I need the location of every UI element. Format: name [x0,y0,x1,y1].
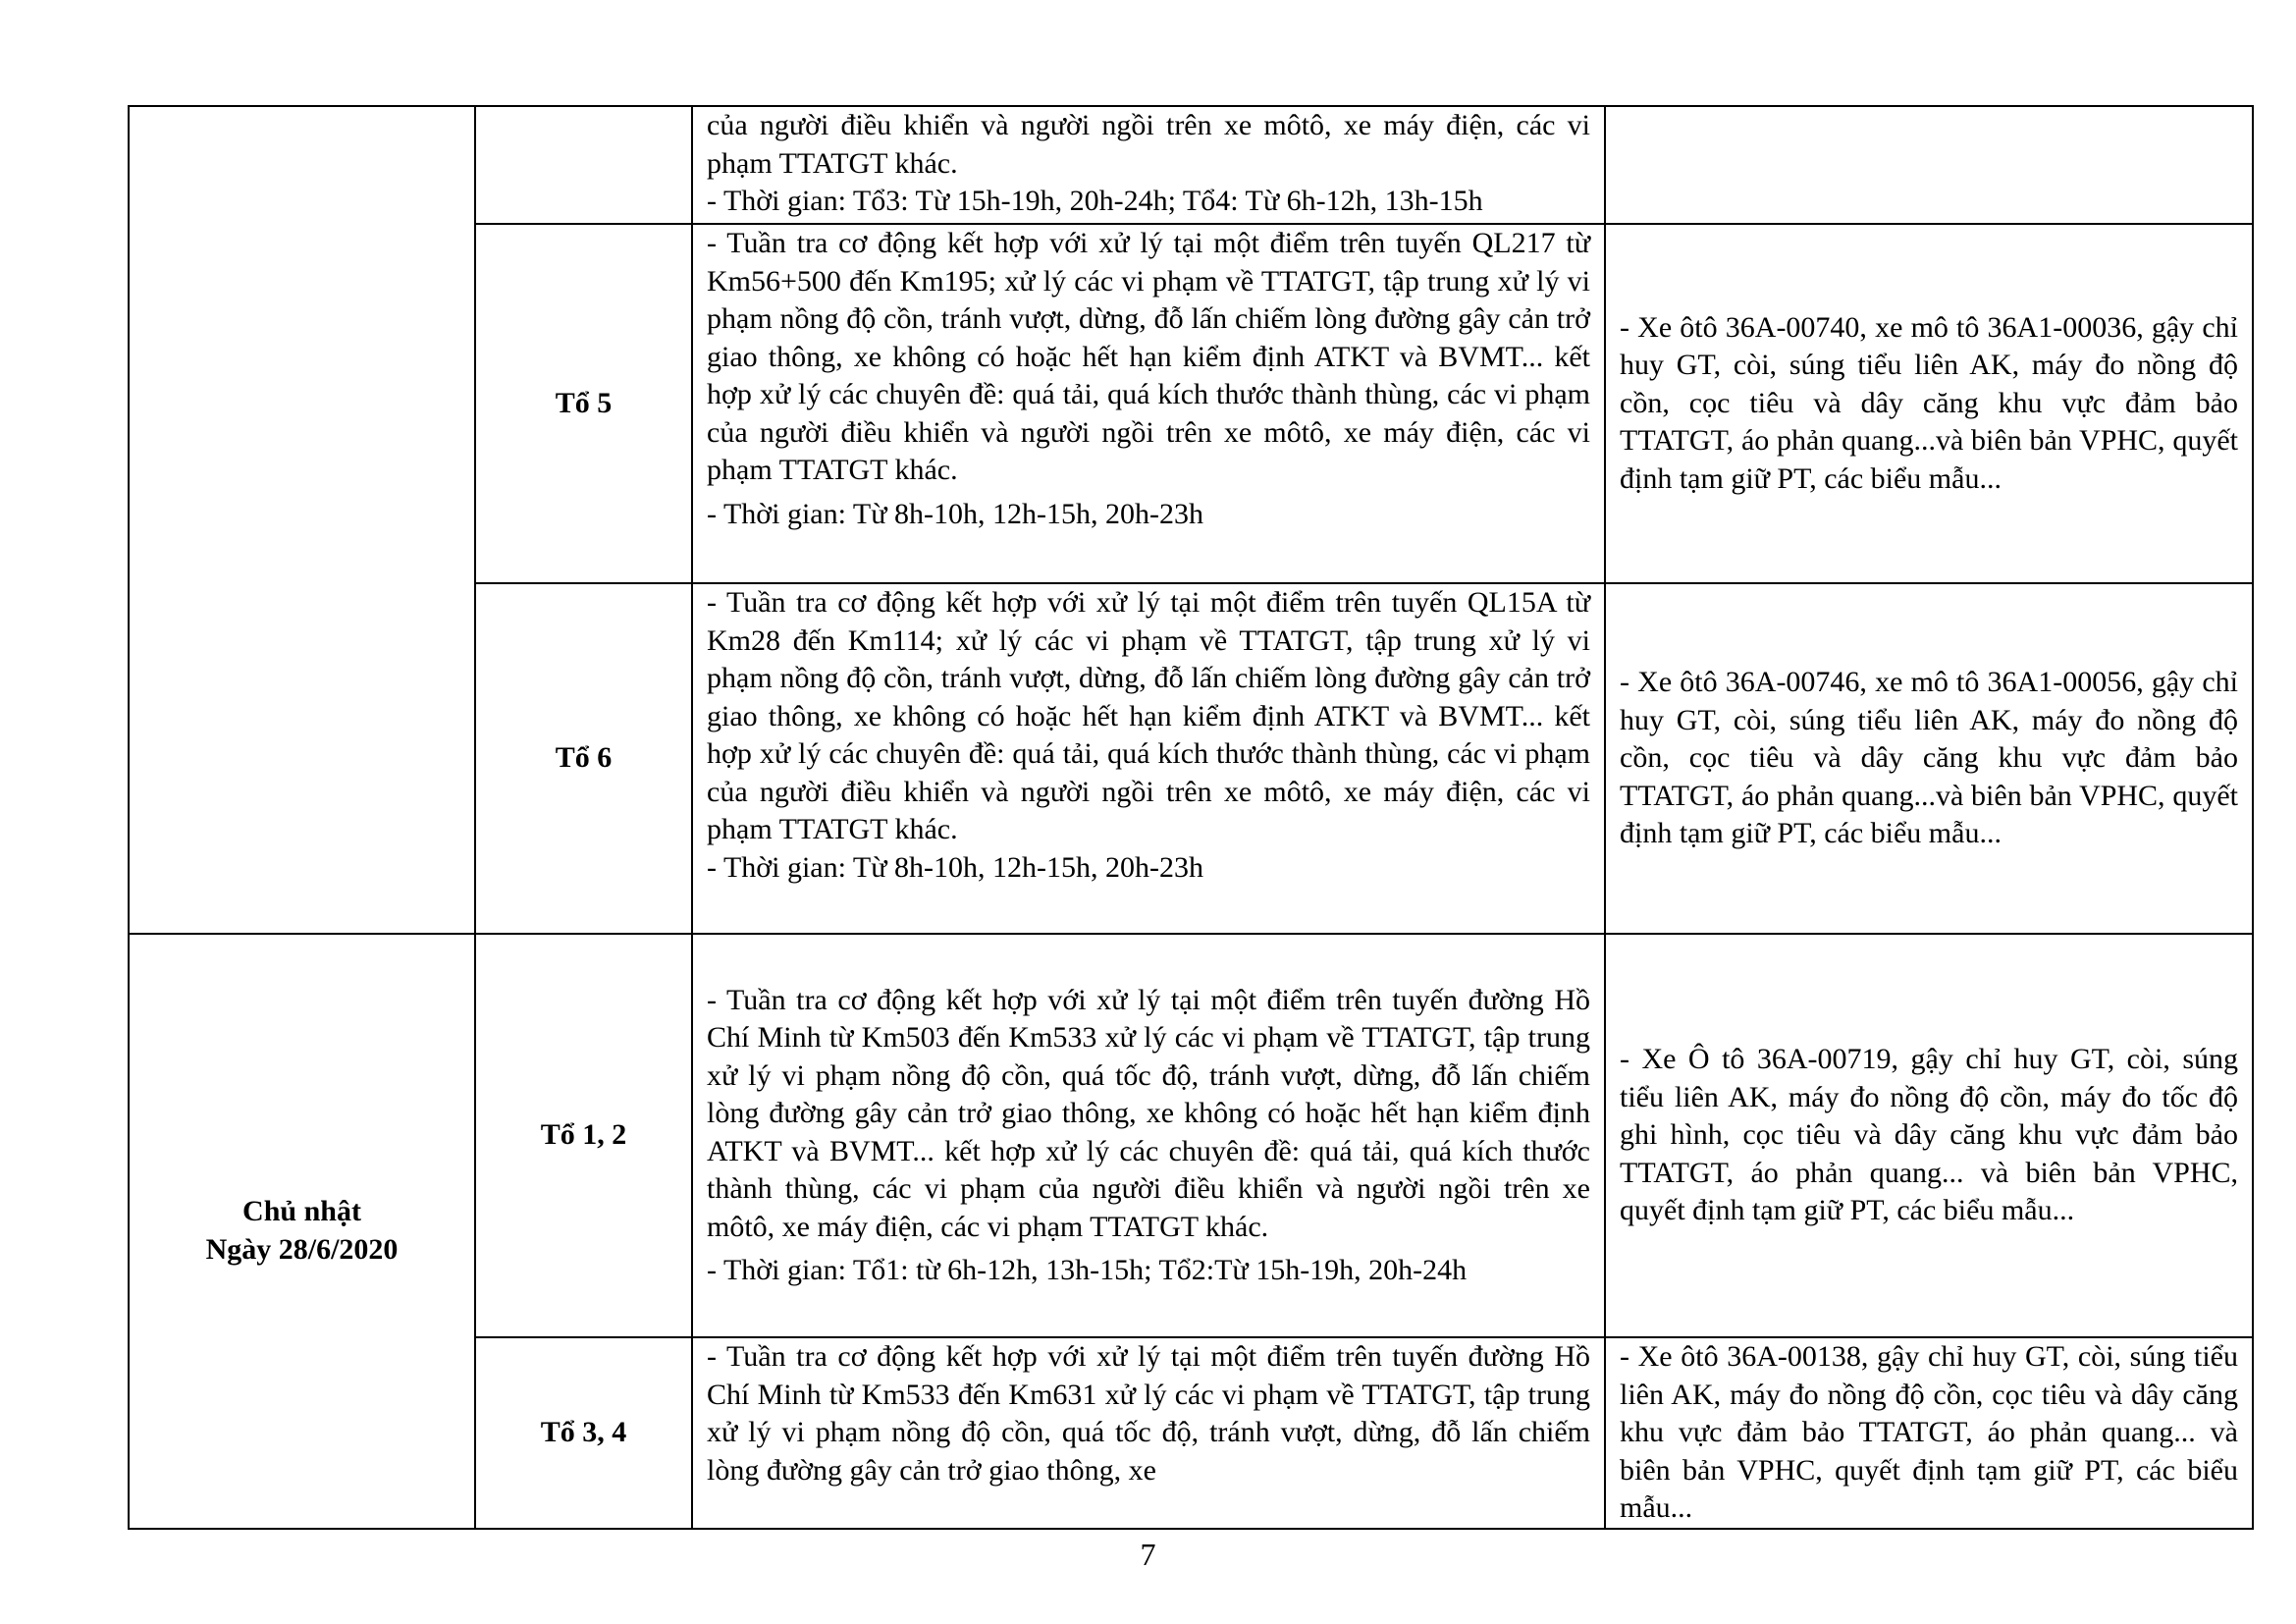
task-cell [692,934,1605,1337]
task-text: - Tuần tra cơ động kết hợp với xử lý tại một điểm trên tuyến QL15A từ Km28 đến Km114; xử lý các vi phạm về TTATGT, tập trung xử lý vi phạm nồng độ cồn, tránh vượt, dừng, đỗ lấn chiếm lòng đường gây cản trở giao thông, xe không có hoặc hết hạn kiểm định ATKT và BVMT... kết hợp xử lý các chuyên đề: quá tải, quá kích thước thành thùng, các vi phạm của người điều khiển và người ngồi trên xe môtô, xe máy điện, các vi phạm TTATGT khác. [707,586,1590,845]
equipment-text: - Xe Ô tô 36A-00719, gậy chỉ huy GT, còi, súng tiểu liên AK, máy đo nồng độ cồn, máy đo tốc độ ghi hình, cọc tiêu và dây căng khu vực đảm bảo TTATGT, áo phản quang... và biên bản VPHC, quyết định tạm giữ PT, các biểu mẫu... [1620,1043,2238,1227]
page-number: 7 [1140,1537,1156,1572]
day-name: Chủ nhật [242,1195,361,1228]
equipment-text: - Xe ôtô 36A-00746, xe mô tô 36A1-00056, gậy chỉ huy GT, còi, súng tiểu liên AK, máy đo nồng độ cồn, cọc tiêu và dây căng khu vực đảm bảo TTATGT, áo phản quang...và biên bản VPHC, quyết định tạm giữ PT, các biểu mẫu... [1620,666,2238,850]
equipment-text: - Xe ôtô 36A-00138, gậy chỉ huy GT, còi, súng tiểu liên AK, máy đo nồng độ cồn, cọc tiêu và dây căng khu vực đảm bảo TTATGT, áo phản quang... và biên bản VPHC, quyết định tạm giữ PT, các biểu mẫu... [1620,1340,2238,1524]
equipment-cell [1605,1337,2253,1529]
task-time: - Thời gian: Từ 8h-10h, 12h-15h, 20h-23h [707,850,1203,884]
team-cell: Tổ 1, 2 [475,934,692,1337]
team-cell: Tổ 6 [475,583,692,934]
table-row [129,106,2253,224]
task-cell [692,224,1605,583]
team-cell [475,106,692,224]
task-text: - Tuần tra cơ động kết hợp với xử lý tại một điểm trên tuyến QL217 từ Km56+500 đến Km195; xử lý các vi phạm về TTATGT, tập trung xử lý vi phạm nồng độ cồn, tránh vượt, dừng, đỗ lấn chiếm lòng đường gây cản trở giao thông, xe không có hoặc hết hạn kiểm định ATKT và BVMT... kết hợp xử lý các chuyên đề: quá tải, quá kích thước thành thùng, các vi phạm của người điều khiển và người ngồi trên xe môtô, xe máy điện, các vi phạm TTATGT khác. [707,227,1590,486]
table-row [129,934,2253,1337]
task-cell [692,583,1605,934]
task-time: - Thời gian: Tổ1: từ 6h-12h, 13h-15h; Tổ2:Từ 15h-19h, 20h-24h [707,1254,1468,1286]
task-text: - Tuần tra cơ động kết hợp với xử lý tại một điểm trên tuyến đường Hồ Chí Minh từ Km533 đến Km631 xử lý các vi phạm về TTATGT, tập trung xử lý vi phạm nồng độ cồn, quá tốc độ, tránh vượt, dừng, đỗ lấn chiếm lòng đường gây cản trở giao thông, xe [707,1340,1590,1487]
equipment-cell [1605,224,2253,583]
equipment-cell [1605,583,2253,934]
task-time: - Thời gian: Tổ3: Từ 15h-19h, 20h-24h; Tổ4: Từ 6h-12h, 13h-15h [707,185,1483,217]
day-cell [129,934,475,1529]
task-cell [692,1337,1605,1529]
day-date: Ngày 28/6/2020 [205,1232,399,1266]
equipment-cell [1605,934,2253,1337]
equipment-cell [1605,106,2253,224]
task-time: - Thời gian: Từ 8h-10h, 12h-15h, 20h-23h [707,497,1203,530]
task-text: - Tuần tra cơ động kết hợp với xử lý tại một điểm trên tuyến đường Hồ Chí Minh từ Km503 đến Km533 xử lý các vi phạm về TTATGT, tập trung xử lý vi phạm nồng độ cồn, quá tốc độ, tránh vượt, dừng, đỗ lấn chiếm lòng đường gây cản trở giao thông, xe không có hoặc hết hạn kiểm định ATKT và BVMT... kết hợp xử lý các chuyên đề: quá tải, quá kích thước thành thùng, các vi phạm của người điều khiển và người ngồi trên xe môtô, xe máy điện, các vi phạm TTATGT khác. [707,983,1590,1243]
patrol-schedule-table [128,105,2254,1530]
team-cell: Tổ 5 [475,224,692,583]
equipment-text: - Xe ôtô 36A-00740, xe mô tô 36A1-00036, gậy chỉ huy GT, còi, súng tiểu liên AK, máy đo nồng độ cồn, cọc tiêu và dây căng khu vực đảm bảo TTATGT, áo phản quang...và biên bản VPHC, quyết định tạm giữ PT, các biểu mẫu... [1620,310,2238,495]
team-cell: Tổ 3, 4 [475,1337,692,1529]
task-text: của người điều khiển và người ngồi trên xe môtô, xe máy điện, các vi phạm TTATGT khác. [707,109,1590,180]
day-cell-empty [129,106,475,934]
task-cell [692,106,1605,224]
